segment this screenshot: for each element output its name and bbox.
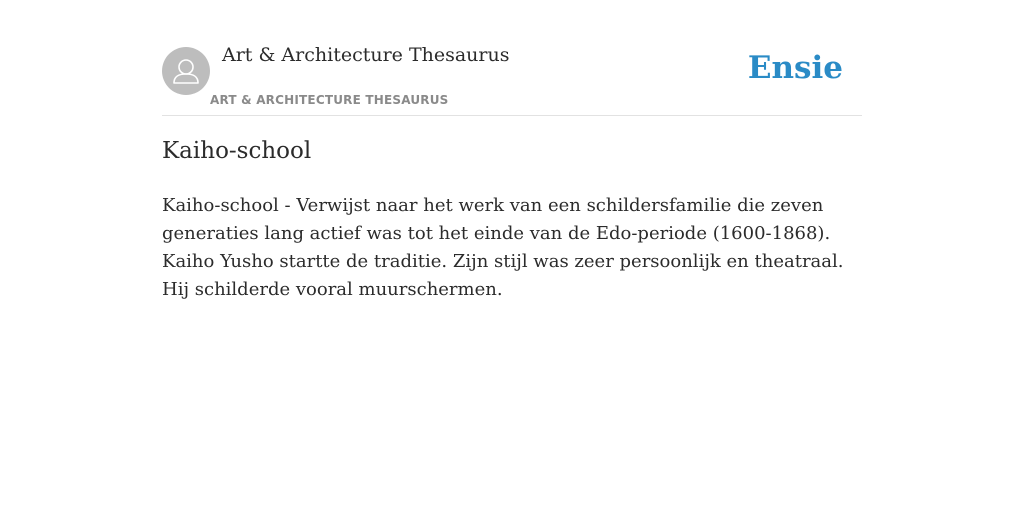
site-logo[interactable]: Ensie (747, 50, 843, 86)
author-subtitle: ART & ARCHITECTURE THESAURUS (210, 93, 449, 107)
header (162, 0, 862, 116)
avatar[interactable] (162, 47, 210, 95)
article-title: Kaiho-school (162, 138, 312, 164)
user-icon (162, 47, 210, 95)
author-name[interactable]: Art & Architecture Thesaurus (222, 44, 510, 66)
article-body: Kaiho-school - Verwijst naar het werk van een schildersfamilie die zeven generaties lang actief was tot het einde van de Edo-periode (1600-1868). Kaiho Yusho startte de traditie. Zijn stijl was zeer persoonlijk en theatraal. Hij schilderde vooral muurschermen. (162, 195, 844, 300)
